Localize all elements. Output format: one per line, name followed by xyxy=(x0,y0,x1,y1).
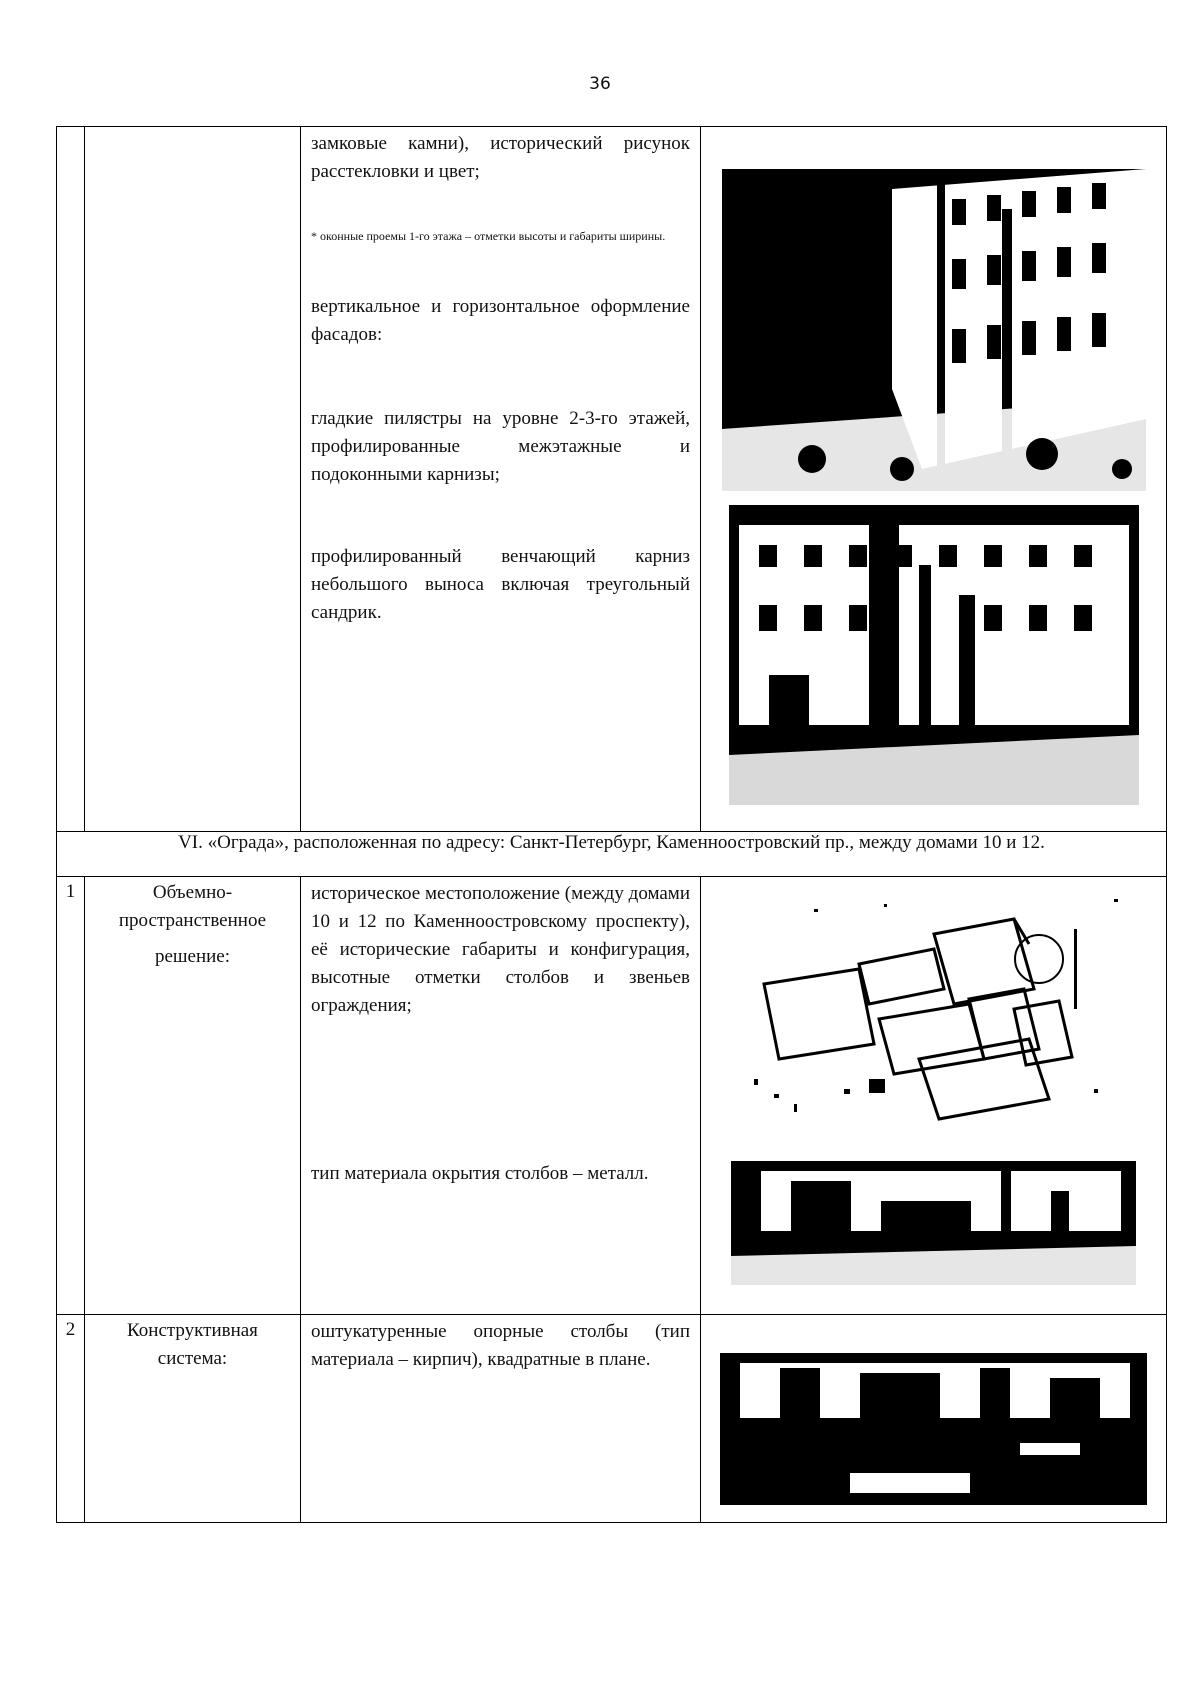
row-image-cell xyxy=(701,1315,1167,1523)
section-heading-row xyxy=(57,832,1167,877)
desc-paragraph: тип материала окрытия столбов – металл. xyxy=(311,1163,649,1184)
table-row xyxy=(57,1315,1167,1523)
fence-photo xyxy=(731,1161,1136,1285)
row-name-line: Конструктивная xyxy=(127,1320,258,1341)
row-number: 2 xyxy=(57,1315,85,1523)
document-table xyxy=(56,126,1167,1523)
row-description-cell xyxy=(301,127,701,832)
facade-photo xyxy=(729,505,1139,805)
desc-paragraph: профилированный венчающий карниз небольшого выноса включая треугольный сандрик. xyxy=(311,546,690,623)
table-row-continued xyxy=(57,127,1167,832)
row-name-cell xyxy=(85,877,301,1315)
desc-paragraph: историческое местоположение (между домами 10 и 12 по Каменноостровскому проспекту), её исторические габариты и конфигурация, высотные отметки столбов и звеньев ограждения; xyxy=(311,883,690,1016)
row-number-cell xyxy=(57,127,85,832)
row-description-cell xyxy=(301,877,701,1315)
row-name-cell xyxy=(85,127,301,832)
row-number: 1 xyxy=(57,877,85,1315)
row-name-line: пространственное xyxy=(118,910,267,931)
desc-paragraph: гладкие пилястры на уровне 2-3-го этажей, профилированные межэтажные и подоконными карнизы; xyxy=(311,408,690,485)
site-plan-drawing xyxy=(734,889,1134,1139)
row-description-cell xyxy=(301,1315,701,1523)
row-name-line: система: xyxy=(157,1348,228,1369)
row-image-cell xyxy=(701,877,1167,1315)
desc-paragraph: замковые камни), исторический рисунок расстекловки и цвет; xyxy=(311,133,690,182)
fence-photo xyxy=(720,1353,1147,1505)
row-image-cell xyxy=(701,127,1167,832)
desc-paragraph: оштукатуренные опорные столбы (тип материала – кирпич), квадратные в плане. xyxy=(311,1321,690,1370)
row-name-line: Объемно- xyxy=(152,882,233,903)
row-name-line: решение: xyxy=(154,946,231,967)
facade-photo xyxy=(722,169,1146,491)
row-name-cell xyxy=(85,1315,301,1523)
page-number: 36 xyxy=(589,74,611,94)
desc-footnote: * оконные проемы 1-го этажа – отметки высоты и габариты ширины. xyxy=(311,229,666,243)
table-row xyxy=(57,877,1167,1315)
section-title: VI. «Ограда», расположенная по адресу: Санкт-Петербург, Каменноостровский пр., между домами 10 и 12. xyxy=(57,832,1167,877)
desc-paragraph: вертикальное и горизонтальное оформление фасадов: xyxy=(311,296,690,345)
